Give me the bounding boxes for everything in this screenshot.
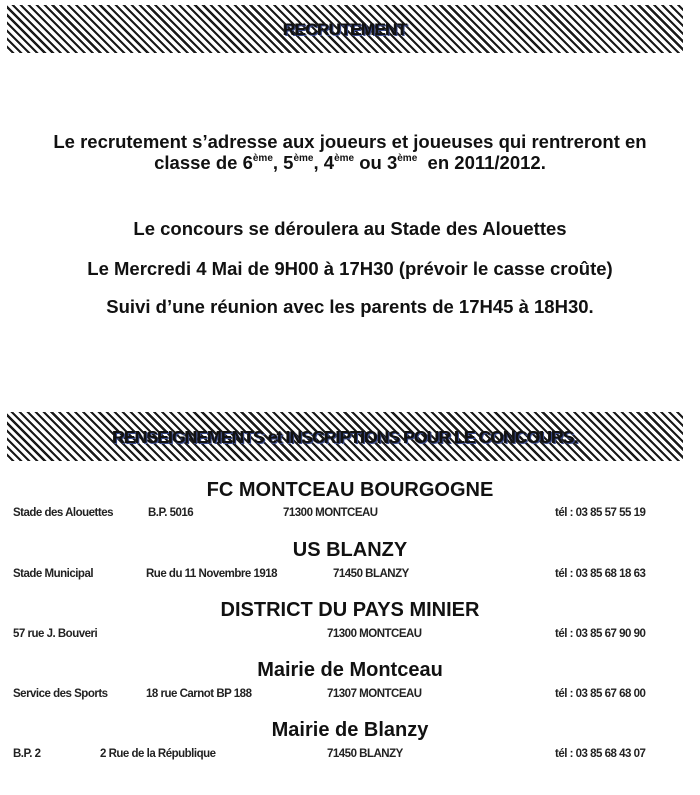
date-text: Le Mercredi 4 Mai de 9H00 à 17H30 (prévoir le casse croûte) bbox=[87, 258, 613, 279]
contact-city: 71300 MONTCEAU bbox=[283, 507, 378, 519]
org-name: US BLANZY bbox=[292, 539, 408, 561]
contact-row bbox=[0, 746, 700, 762]
contact-city: 71300 MONTCEAU bbox=[327, 628, 422, 640]
contact-city: 71450 BLANZY bbox=[333, 568, 409, 580]
ordinal-suffix-6: ème bbox=[252, 153, 273, 164]
grade-5: , 5 bbox=[272, 152, 294, 173]
contact-department: Service des Sports bbox=[13, 688, 108, 700]
contact-phone: tél : 03 85 67 90 90 bbox=[555, 628, 646, 640]
ordinal-suffix-3: ème bbox=[397, 153, 418, 164]
ordinal-suffix-4: ème bbox=[334, 153, 355, 164]
contact-row bbox=[0, 626, 700, 642]
contact-row bbox=[0, 686, 700, 702]
ordinal-suffix-5: ème bbox=[293, 153, 314, 164]
contact-phone: tél : 03 85 57 55 19 bbox=[555, 507, 646, 519]
contact-address: B.P. 5016 bbox=[148, 507, 194, 519]
org-name: FC MONTCEAU BOURGOGNE bbox=[206, 479, 494, 501]
org-name: Mairie de Blanzy bbox=[271, 719, 429, 741]
contact-row bbox=[0, 505, 700, 521]
intro-line-2-suffix: en 2011/2012. bbox=[417, 152, 546, 173]
contact-phone: tél : 03 85 68 43 07 bbox=[555, 748, 646, 760]
contact-phone: tél : 03 85 67 68 00 bbox=[555, 688, 646, 700]
contact-address: Rue du 11 Novembre 1918 bbox=[146, 568, 278, 580]
grade-4: , 4 bbox=[313, 152, 335, 173]
contact-location: Stade Municipal bbox=[13, 568, 94, 580]
recruitment-title: RECRUTEMENT bbox=[283, 20, 407, 39]
contact-po-box: B.P. 2 bbox=[13, 748, 41, 760]
org-name: Mairie de Montceau bbox=[257, 659, 443, 681]
intro-line-2 bbox=[0, 152, 700, 173]
org-name: DISTRICT DU PAYS MINIER bbox=[220, 599, 480, 621]
contact-address: 2 Rue de la République bbox=[100, 748, 216, 760]
contact-city: 71450 BLANZY bbox=[327, 748, 403, 760]
info-title: RENSEIGNEMENTS et INSCRIPTIONS POUR LE CONCOURS. bbox=[112, 427, 578, 447]
contact-location: Stade des Alouettes bbox=[13, 507, 113, 519]
grade-3: ou 3 bbox=[354, 152, 398, 173]
contact-row bbox=[0, 566, 700, 582]
info-banner bbox=[7, 412, 683, 461]
contact-address: 18 rue Carnot BP 188 bbox=[146, 688, 252, 700]
contact-city: 71307 MONTCEAU bbox=[327, 688, 422, 700]
venue-text: Le concours se déroulera au Stade des Alouettes bbox=[133, 218, 567, 239]
intro-line-2-prefix: classe de 6 bbox=[154, 152, 253, 173]
recruitment-banner bbox=[7, 5, 683, 53]
meeting-text: Suivi d’une réunion avec les parents de 17H45 à 18H30. bbox=[106, 296, 594, 317]
intro-line-1: Le recrutement s’adresse aux joueurs et joueuses qui rentreront en bbox=[53, 131, 647, 152]
intro-paragraph bbox=[0, 131, 700, 173]
contact-phone: tél : 03 85 68 18 63 bbox=[555, 568, 646, 580]
contact-address: 57 rue J. Bouveri bbox=[13, 628, 98, 640]
